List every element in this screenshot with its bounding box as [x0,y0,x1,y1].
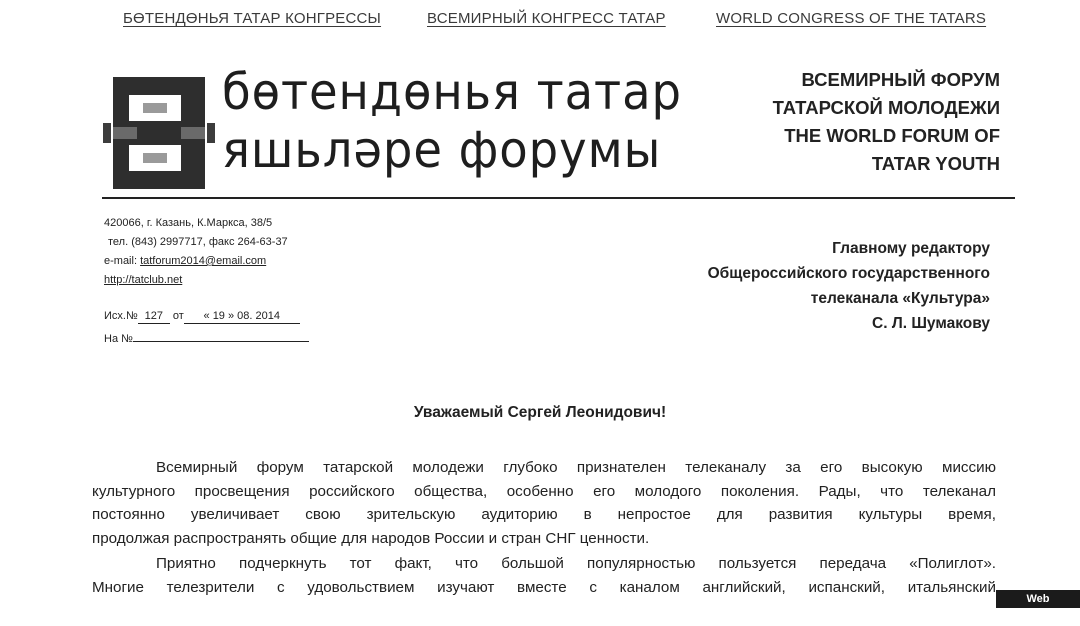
in-number-blank [133,328,309,342]
header-link-world-congress-en: WORLD CONGRESS OF THE TATARS [716,10,987,27]
outgoing-reference [104,310,300,324]
forum-logo [103,73,215,193]
recipient-line: Главному редактору [832,240,990,257]
recipient-block [708,236,990,336]
contact-phone: тел. (843) 2997717, факс 264-63-37 [108,236,288,248]
paragraph-line: продолжая распространять общие для народов России и стран СНГ ценности. [92,529,650,547]
contact-email-link[interactable]: tatforum2014@email.com [140,255,267,267]
paragraph-2 [92,552,996,599]
paragraph-line: культурного просвещения российского общества, особенно его молодого поколения. Рады, что телеканал [92,482,996,500]
out-number-value: 127 [138,310,170,324]
brand-title-line2: яшьләре форумы [222,121,662,179]
forum-name-line: THE WORLD FORUM OF [784,125,1000,146]
contact-email-label: e-mail: [104,255,138,267]
incoming-reference [104,328,309,345]
header-link-world-congress-ru: ВСЕМИРНЫЙ КОНГРЕСС ТАТАР [427,10,666,27]
in-number-label: На № [104,333,133,345]
recipient-line: С. Л. Шумакову [872,315,990,332]
recipient-line: телеканала «Культура» [810,290,990,307]
header-links [0,10,1080,32]
out-number-label: Исх.№ [104,310,138,322]
contact-email-row [104,252,288,271]
contact-website-link[interactable]: http://tatclub.net [104,274,183,286]
forum-name-line: TATAR YOUTH [871,153,1000,174]
contact-block [104,214,288,290]
date-value: « 19 » 08. 2014 [184,310,300,324]
paragraph-line: Приятно подчеркнуть тот факт, что большой популярностью пользуется передача «Полиглот». [156,555,996,572]
contact-address: 420066, г. Казань, К.Маркса, 38/5 [104,217,273,229]
header-divider [102,197,1015,199]
forum-name-line: ТАТАРСКОЙ МОЛОДЕЖИ [772,97,1000,118]
paragraph-1 [92,456,996,550]
brand-title-line1: бөтендөнья татар [222,63,682,121]
date-label: от [172,310,184,322]
forum-names-block [773,66,1000,178]
forum-name-line: ВСЕМИРНЫЙ ФОРУМ [801,69,1000,90]
paragraph-line: Многие телезрители с удовольствием изучают вместе с каналом английский, испанский, итальянский [92,578,996,596]
header-link-tatar-congress: БӨТЕНДӨНЬЯ ТАТАР КОНГРЕССЫ [123,10,382,27]
salutation: Уважаемый Сергей Леонидович! [413,404,667,421]
paragraph-line: постоянно увеличивает свою зрительскую аудиторию в непростое для развития культуры время, [92,506,996,523]
web-screenshot-badge: Web Screenshot [996,590,1080,608]
paragraph-line: Всемирный форум татарской молодежи глубоко признателен телеканалу за его высокую миссию [156,459,996,476]
recipient-line: Общероссийского государственного [707,265,990,282]
